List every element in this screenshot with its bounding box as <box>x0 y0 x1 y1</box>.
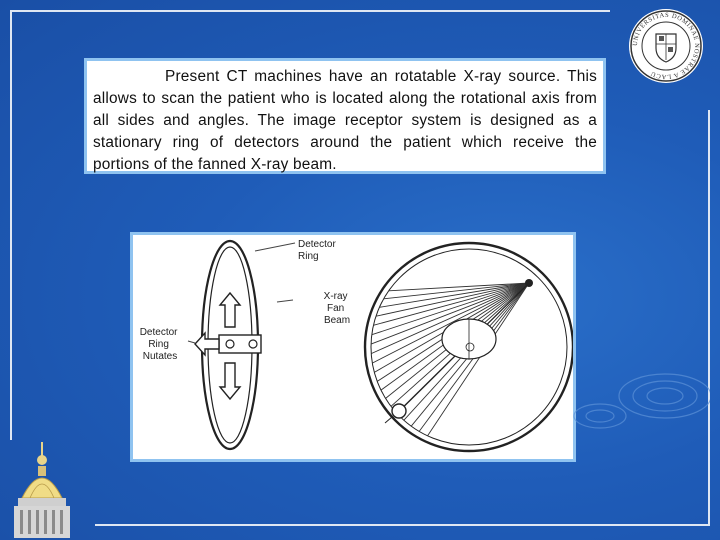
label-detector-ring-nutates <box>140 327 181 362</box>
description-text-box <box>84 58 606 174</box>
frame-line-bottom <box>95 524 710 526</box>
seal-motto: UNIVERSITAS DOMINAE NOSTRAE A LACU <box>631 11 701 81</box>
university-seal-logo <box>628 8 704 84</box>
ct-scanner-diagram <box>130 232 576 462</box>
label-nutates-line3: Nutates <box>142 351 178 362</box>
label-detector-ring <box>298 239 339 262</box>
label-nutates-line2: Ring <box>148 339 169 350</box>
description-paragraph: Present CT machines have an rotatable X-ray source. This allows to scan the patient who is located along the rotational axis from all sides and angles. The image receptor system is designed as a stationary ring of detectors around the patient which receive the portions of the fanned X-ray beam. <box>93 68 597 173</box>
frame-line-left <box>10 10 12 440</box>
frame-line-right <box>708 110 710 526</box>
ct-diagram-svg <box>133 235 573 459</box>
label-xray-line3: Beam <box>323 315 351 326</box>
fan-beam-drawing <box>365 243 573 451</box>
dome-decoration-image <box>4 440 84 538</box>
water-ripple-decoration <box>560 360 710 440</box>
label-detector-ring-line2: Ring <box>298 251 319 262</box>
fan-ray <box>384 283 529 299</box>
frame-line-top <box>10 10 610 12</box>
label-xray-line2: Fan <box>326 303 345 314</box>
nutating-ring-drawing <box>188 241 295 449</box>
label-xray-line1: X-ray <box>323 291 348 302</box>
label-xray-fan-beam <box>324 291 351 326</box>
label-detector-ring-line1: Detector <box>298 239 336 250</box>
label-nutates-line1: Detector <box>139 327 178 338</box>
